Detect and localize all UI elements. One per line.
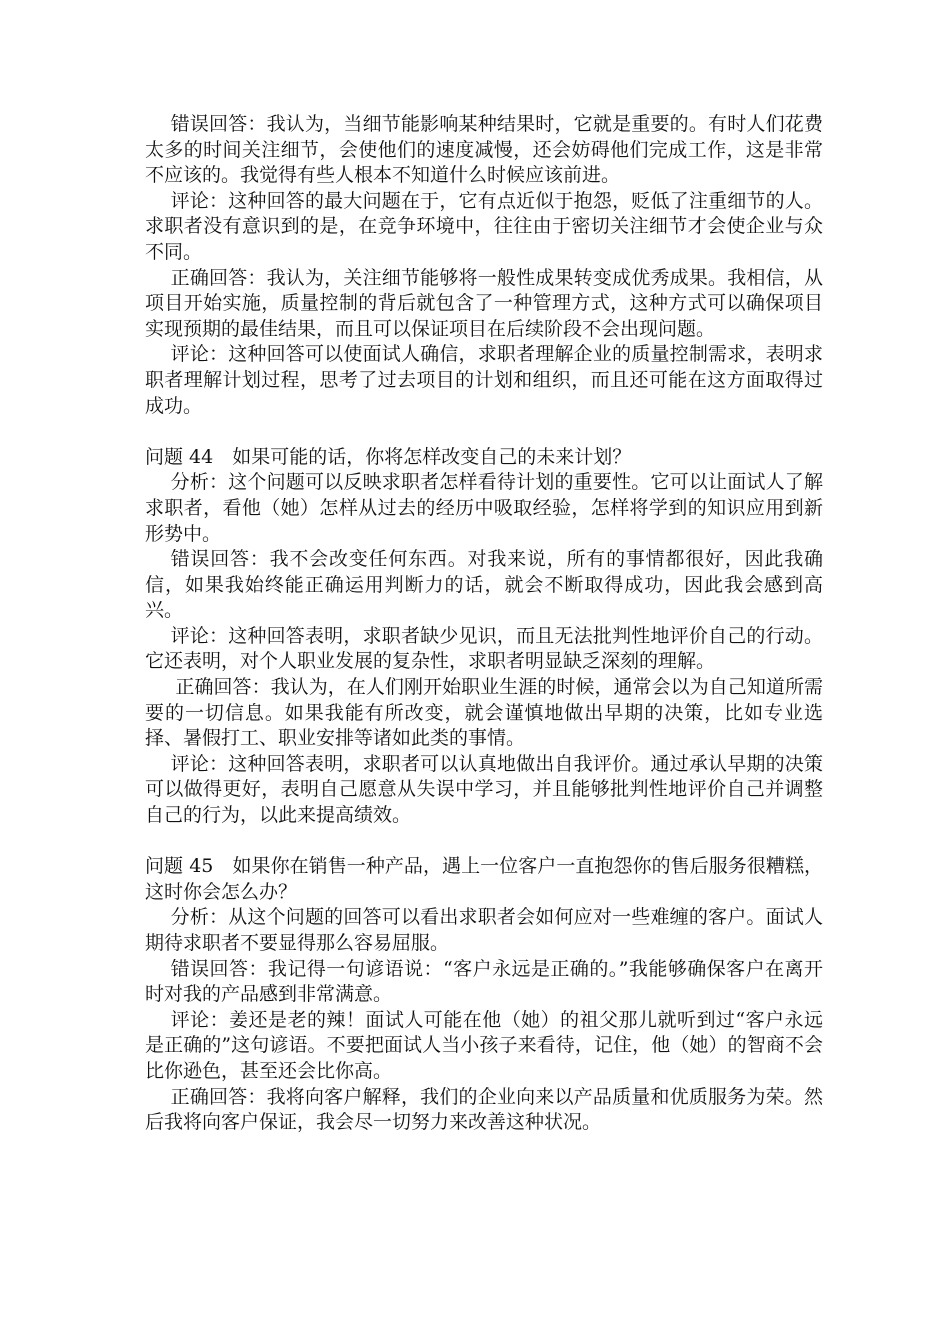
paragraph: 分析：从这个问题的回答可以看出求职者会如何应对一些难缠的客户。面试人期待求职者不要显得那么容易屈服。	[145, 906, 823, 954]
question-heading: 问题 44 如果可能的话，你将怎样改变自己的未来计划？	[145, 445, 632, 468]
paragraph: 评论：这种回答可以使面试人确信，求职者理解企业的质量控制需求，表明求职者理解计划过程，思考了过去项目的计划和组织，而且还可能在这方面取得过成功。	[145, 343, 823, 417]
paragraph: 错误回答：我记得一句谚语说：“客户永远是正确的。”我能够确保客户在离开时对我的产品感到非常满意。	[145, 957, 823, 1006]
paragraph: 错误回答：我认为，当细节能影响某种结果时，它就是重要的。有时人们花费太多的时间关注细节，会使他们的速度减慢，还会妨碍他们完成工作，这是非常不应该的。我觉得有些人根本不知道什么时候应该前进。	[145, 113, 823, 187]
paragraph: 评论：这种回答表明，求职者可以认真地做出自我评价。通过承认早期的决策可以做得更好，表明自己愿意从失误中学习，并且能够批判性地评价自己并调整自己的行为，以此来提高绩效。	[145, 752, 823, 827]
paragraph: 评论：姜还是老的辣！面试人可能在他（她）的祖父那儿就听到过“客户永远是正确的”这句谚语。不要把面试人当小孩子来看待，记住，他（她）的智商不会比你逊色，甚至还会比你高。	[145, 1008, 823, 1082]
question-heading: 问题 45 如果你在销售一种产品，遇上一位客户一直抱怨你的售后服务很糟糕，这时你会怎么办？	[145, 855, 823, 903]
document-body	[145, 112, 823, 1136]
blank-line	[145, 419, 823, 445]
paragraph: 评论：这种回答的最大问题在于，它有点近似于抱怨，贬低了注重细节的人。求职者没有意识到的是，在竞争环境中，往往由于密切关注细节才会使企业与众不同。	[145, 189, 823, 263]
blank-line	[145, 829, 823, 855]
paragraph: 正确回答：我认为，关注细节能够将一般性成果转变成优秀成果。我相信，从项目开始实施，质量控制的背后就包含了一种管理方式，这种方式可以确保项目实现预期的最佳结果，而且可以保证项目在后续阶段不会出现问题。	[145, 266, 823, 340]
paragraph: 正确回答：我认为，在人们刚开始职业生涯的时候，通常会以为自己知道所需要的一切信息。如果我能有所改变，就会谨慎地做出早期的决策，比如专业选择、暑假打工、职业安排等诸如此类的事情。	[145, 676, 823, 750]
paragraph: 错误回答：我不会改变任何东西。对我来说，所有的事情都很好，因此我确信，如果我始终能正确运用判断力的话，就会不断取得成功，因此我会感到高兴。	[145, 548, 823, 622]
paragraph: 分析：这个问题可以反映求职者怎样看待计划的重要性。它可以让面试人了解求职者，看他（她）怎样从过去的经历中吸取经验，怎样将学到的知识应用到新形势中。	[145, 471, 823, 545]
paragraph: 评论：这种回答表明，求职者缺少见识，而且无法批判性地评价自己的行动。它还表明，对个人职业发展的复杂性，求职者明显缺乏深刻的理解。	[145, 624, 823, 673]
paragraph: 正确回答：我将向客户解释，我们的企业向来以产品质量和优质服务为荣。然后我将向客户保证，我会尽一切努力来改善这种状况。	[145, 1085, 823, 1134]
